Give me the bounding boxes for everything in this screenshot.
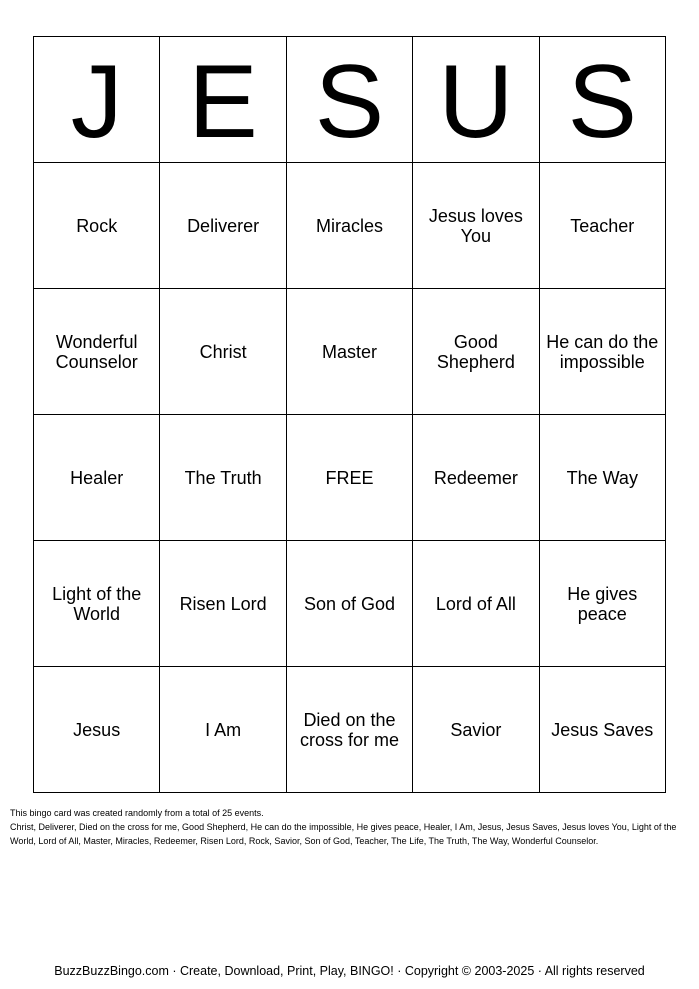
card-row xyxy=(34,289,666,415)
card-cell: Jesus Saves xyxy=(539,667,665,793)
bingo-card xyxy=(33,36,666,793)
card-cell: Jesus loves You xyxy=(413,163,539,289)
card-cell: I Am xyxy=(160,667,286,793)
card-cell: Teacher xyxy=(539,163,665,289)
card-cell: He can do the impossible xyxy=(539,289,665,415)
creation-note: This bingo card was created randomly from a total of 25 events. xyxy=(10,808,264,818)
card-row xyxy=(34,415,666,541)
card-cell: Savior xyxy=(413,667,539,793)
card-cell: The Way xyxy=(539,415,665,541)
card-cell: Good Shepherd xyxy=(413,289,539,415)
card-cell: Healer xyxy=(34,415,160,541)
card-cell: The Truth xyxy=(160,415,286,541)
card-row xyxy=(34,163,666,289)
header-letter: U xyxy=(413,37,539,163)
site-footer: BuzzBuzzBingo.com · Create, Download, Print, Play, BINGO! · Copyright © 2003-2025 · All rights reserved xyxy=(54,964,645,978)
card-cell: Christ xyxy=(160,289,286,415)
card-cell: Redeemer xyxy=(413,415,539,541)
header-letter: S xyxy=(539,37,665,163)
card-cell: Died on the cross for me xyxy=(286,667,412,793)
event-list: Christ, Deliverer, Died on the cross for me, Good Shepherd, He can do the impossible, He gives peace, Healer, I Am, Jesus, Jesus Saves, Jesus loves You, Light of the World, Lord of All, Master, Miracles, Redeemer, Risen Lord, Rock, Savior, Son of God, Teacher, The Life, The Truth, The Way, Wonderful Counselor. xyxy=(10,822,677,846)
card-cell: Son of God xyxy=(286,541,412,667)
card-cell: Light of the World xyxy=(34,541,160,667)
card-row xyxy=(34,541,666,667)
header-letter: E xyxy=(160,37,286,163)
header-row xyxy=(34,37,666,163)
card-cell: Rock xyxy=(34,163,160,289)
card-cell: Deliverer xyxy=(160,163,286,289)
card-cell: Miracles xyxy=(286,163,412,289)
card-cell: Master xyxy=(286,289,412,415)
card-cell: Lord of All xyxy=(413,541,539,667)
header-letter: S xyxy=(286,37,412,163)
card-cell: Wonderful Counselor xyxy=(34,289,160,415)
header-letter: J xyxy=(34,37,160,163)
card-row xyxy=(34,667,666,793)
card-cell: He gives peace xyxy=(539,541,665,667)
card-cell: Risen Lord xyxy=(160,541,286,667)
card-cell: Jesus xyxy=(34,667,160,793)
free-space-cell: FREE xyxy=(286,415,412,541)
